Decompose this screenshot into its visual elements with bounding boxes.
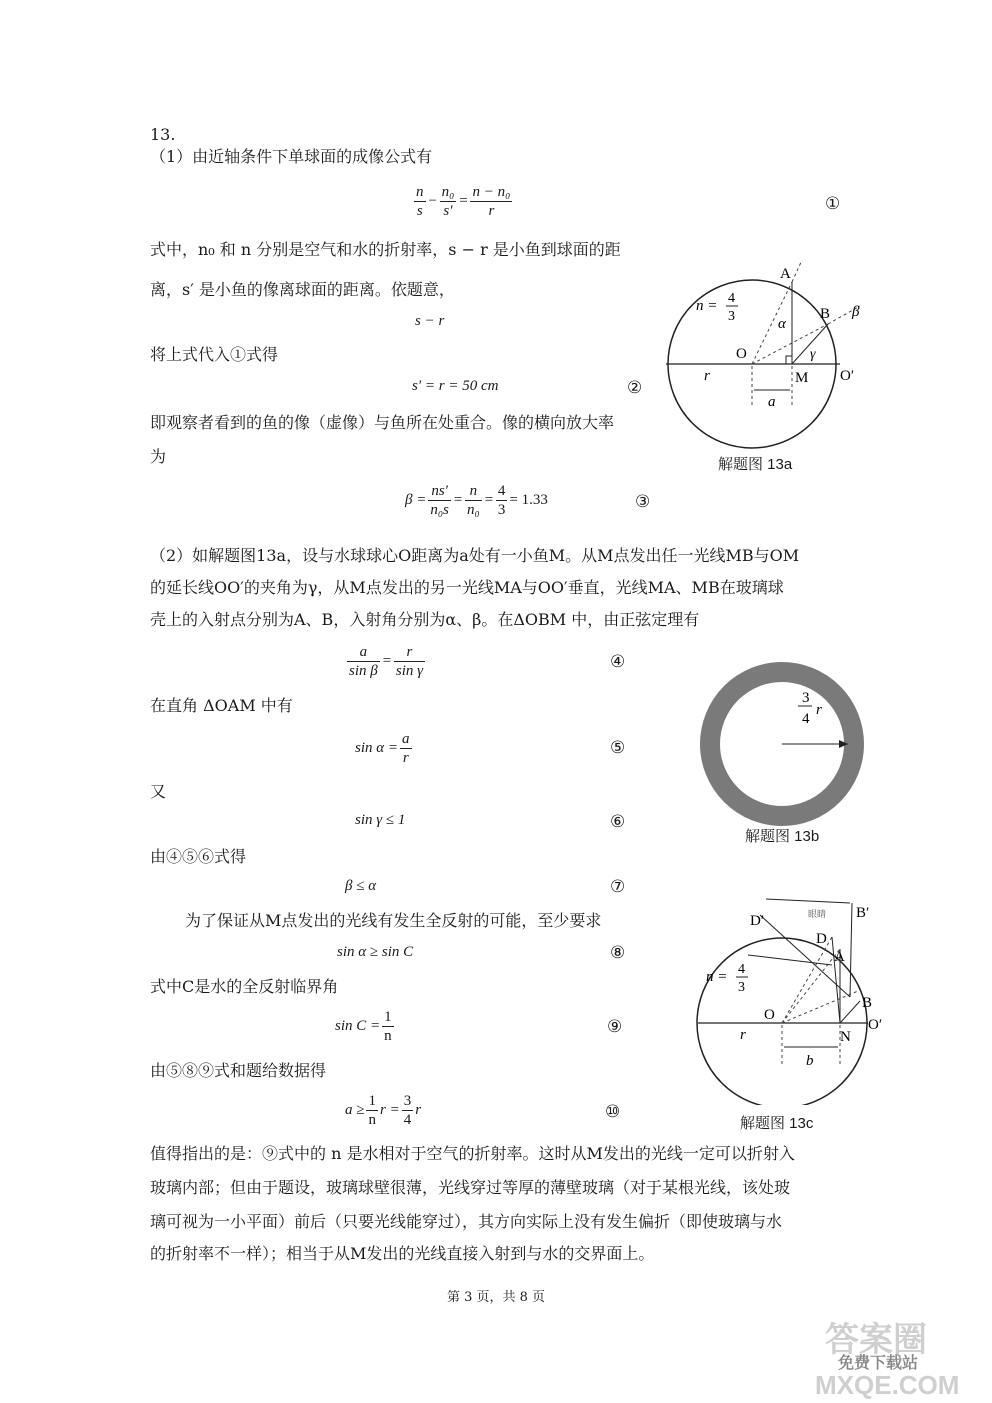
part2-para1: （2）如解题图13a，设与水球球心O距离为a处有一小鱼M。从M点发出任一光线MB与OM [150, 546, 800, 565]
eq3-tag: ③ [635, 492, 651, 512]
fig-c-label-B: B [862, 995, 873, 1011]
part2-text5: 又 [150, 782, 167, 801]
eq6-tag: ⑥ [610, 812, 626, 832]
eq1-tag: ① [825, 194, 841, 214]
question-number: 13. [150, 125, 176, 144]
fig-c-eye-label: 眼睛 [808, 909, 827, 919]
part2-text7: 为了保证从M点发出的光线有发生全反射的可能，至少要求 [185, 911, 602, 930]
part2-para3: 壳上的入射点分别为A、B，入射角分别为α、β。在ΔOBM 中，由正弦定理有 [150, 610, 700, 629]
fig-c-label-b: b [806, 1053, 814, 1069]
equation-2: s′ = r = 50 cm [412, 378, 499, 394]
fig-c-label-N: N [840, 1029, 851, 1045]
fig-a-label-alpha: α [778, 316, 786, 332]
fig-a-n-label: n = [696, 298, 718, 314]
part2-text9: 由⑤⑧⑨式和题给数据得 [150, 1061, 327, 1080]
part1-intro: （1）由近轴条件下单球面的成像公式有 [150, 147, 433, 166]
fig-c-label-A: A [834, 949, 845, 965]
fig-c-label-D1: D′ [750, 913, 765, 929]
fig-c-label-O: O [764, 1007, 775, 1023]
fig-a-label-a: a [768, 394, 776, 410]
equation-7: β ≤ α [345, 878, 377, 894]
part1-line1: 式中，n₀ 和 n 分别是空气和水的折射率，s − r 是小鱼到球面的距 [150, 240, 621, 259]
equation-9: sin C = $\frac{1}{n}$ [335, 1009, 392, 1044]
equation-10: a ≥ $\frac{1}{n}$ r = $\frac{3}{4}$ r [345, 1093, 422, 1128]
fig-a-label-O2: O′ [840, 368, 855, 384]
conclusion-line3: 璃可视为一小平面）前后（只要光线能穿过），其方向实际上没有发生偏折（即使玻璃与水 [150, 1212, 783, 1231]
eq2-tag: ② [627, 378, 643, 398]
fig-a-n-num: 4 [728, 291, 735, 306]
part1-line4: 即观察者看到的鱼的像（虚像）与鱼所在处重合。像的横向放大率 [150, 413, 615, 432]
fig-c-n-den: 3 [738, 980, 745, 995]
equation-5: sin α = $\frac{a}{r}$ [355, 731, 410, 766]
part1-line3: 将上式代入①式得 [150, 345, 279, 364]
eq4-tag: ④ [610, 652, 626, 672]
fig-a-label-O: O [736, 346, 747, 362]
figure-13c [690, 895, 900, 1105]
equation-3: β = $\frac{ns'}{\text{n₀s}}$ = $\frac{n}{\text{n₀}}$ = $\frac{4}{3}$ = 1.33 [405, 483, 548, 518]
fig-b-r: r [816, 702, 822, 718]
fig-a-label-A: A [780, 266, 791, 282]
figure-13b [698, 660, 868, 830]
eq8-tag: ⑧ [610, 943, 626, 963]
fig-a-n-den: 3 [728, 309, 735, 324]
mid-equation: s − r [415, 313, 445, 329]
figure-13b-caption: 解题图 13b [745, 828, 820, 845]
fig-a-label-B: B [820, 306, 831, 322]
watermark-top: 答案圈 [825, 1321, 927, 1359]
fig-c-label-D: D [816, 931, 827, 947]
part2-text8: 式中C是水的全反射临界角 [150, 977, 339, 996]
fig-a-label-r: r [704, 368, 710, 384]
fig-b-num: 3 [802, 690, 810, 706]
watermark-mid: 免费下载站 [838, 1355, 919, 1372]
equation-4: $\frac{a}{\text{sin β}}$ = $\frac{r}{\text{sin γ}}$ [349, 644, 424, 679]
eq7-tag: ⑦ [610, 877, 626, 897]
conclusion-line4: 的折射率不一样）；相当于从M发出的光线直接入射到与水的交界面上。 [150, 1244, 655, 1263]
eq5-tag: ⑤ [610, 738, 626, 758]
part2-text4: 在直角 ΔOAM 中有 [150, 696, 293, 715]
equation-1: $\frac{n}{s}$ − $\frac{\text{n₀}}{s'}$ = $\frac{\text{n − n₀}}{r}$ [416, 184, 511, 219]
page-footer: 第 3 页，共 8 页 [446, 1290, 546, 1305]
fig-c-label-r: r [740, 1027, 746, 1043]
watermark-bottom: MXQE.COM [815, 1370, 960, 1400]
eq10-tag: ⑩ [605, 1102, 621, 1122]
fig-b-den: 4 [802, 711, 810, 727]
equation-6: sin γ ≤ 1 [355, 812, 406, 828]
eq9-tag: ⑨ [607, 1017, 623, 1037]
part2-para2: 的延长线OO′的夹角为γ，从M点发出的另一光线MA与OO′垂直，光线MA、MB在玻璃球 [150, 578, 784, 597]
part1-line2: 离，s′ 是小鱼的像离球面的距离。依题意， [150, 280, 455, 299]
fig-a-label-gamma: γ [810, 347, 816, 362]
fig-a-label-M: M [795, 370, 809, 386]
fig-c-label-O2: O′ [868, 1017, 883, 1033]
figure-13a [660, 260, 870, 450]
conclusion-line1: 值得指出的是：⑨式中的 n 是水相对于空气的折射率。这时从M发出的光线一定可以折射入 [150, 1144, 795, 1163]
equation-8: sin α ≥ sin C [337, 944, 414, 960]
figure-13a-caption: 解题图 13a [718, 456, 793, 473]
fig-c-n-num: 4 [738, 962, 745, 977]
fig-c-n-label: n = [706, 969, 728, 985]
figure-13c-caption: 解题图 13c [740, 1115, 814, 1132]
fig-a-label-beta: β [852, 304, 860, 320]
part2-text6: 由④⑤⑥式得 [150, 847, 247, 866]
conclusion-line2: 玻璃内部；但由于题设，玻璃球壁很薄，光线穿过等厚的薄壁玻璃（对于某根光线，该处玻 [150, 1178, 791, 1197]
fig-c-label-B1: B′ [856, 905, 870, 921]
part1-line5: 为 [150, 447, 167, 466]
